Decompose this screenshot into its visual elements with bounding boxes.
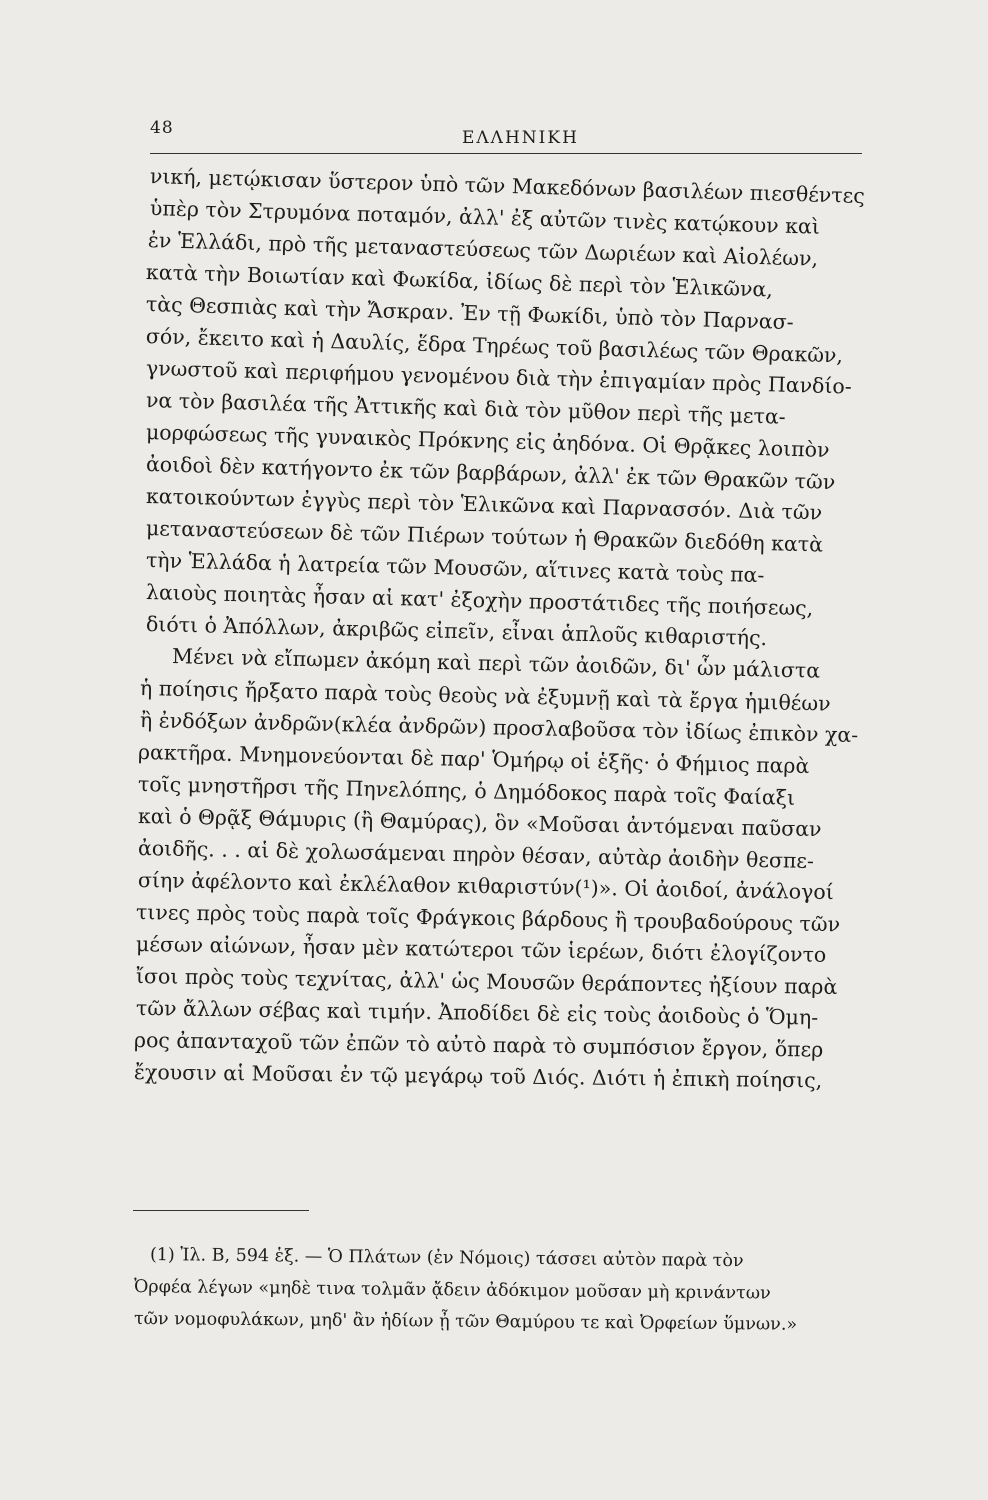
text-line: καὶ ὁ Θρᾷξ Θάμυρις (ἢ Θαμύρας), ὃν «Μοῦσαι ἀντόμεναι παῦσαν (137, 804, 822, 842)
text-line: ἡ ποίησις ἤρξατο παρὰ τοὺς θεοὺς νὰ ἐξυμνῇ καὶ τὰ ἔργα ἡμιθέων (139, 676, 831, 716)
text-line: κατοικούντων ἐγγὺς περὶ τὸν Ἑλικῶνα καὶ Παρνασσόν. Διὰ τῶν (145, 484, 823, 525)
text-line: τινες πρὸς τοὺς παρὰ τοῖς Φράγκοις βάρδους ἢ τρουβαδούρους τῶν (135, 900, 841, 937)
text-line: ἔχουσιν αἱ Μοῦσαι ἐν τῷ μεγάρῳ τοῦ Διός. Διότι ἡ ἐπικὴ ποίησις, (133, 1060, 823, 1093)
text-line: Μένει νὰ εἴπωμεν ἀκόμη καὶ περὶ τῶν ἀοιδῶν, δι' ὧν μάλιστα (171, 644, 821, 683)
text-line: μεταναστεύσεων δὲ τῶν Πιέρων τούτων ἡ Θρακῶν διεδόθη κατὰ (145, 516, 824, 557)
text-line: τὰς Θεσπιὰς καὶ τὴν Ἄσκραν. Ἐν τῇ Φωκίδι, ὑπὸ τὸν Παρνασ- (145, 292, 794, 335)
text-line: κατὰ τὴν Βοιωτίαν καὶ Φωκίδα, ἰδίως δὲ περὶ τὸν Ἑλικῶνα, (145, 260, 774, 302)
running-title: ΕΛΛΗΝΙΚΗ (462, 128, 579, 148)
footnote-line: Ὀρφέα λέγων «μηδὲ τινα τολμᾶν ᾄδειν ἀδόκιμον μοῦσαν μὴ κρινάντων (133, 1277, 771, 1304)
text-line: ἐν Ἑλλάδι, πρὸ τῆς μεταναστεύσεως τῶν Δωριέων καὶ Αἰολέων, (147, 228, 819, 271)
text-line: ἀοιδῆς. . . αἱ δὲ χολωσάμεναι πηρὸν θέσαν, αὐτὰρ ἀοιδὴν θεσπε- (137, 836, 815, 873)
text-line: λαιοὺς ποιητὰς ἦσαν αἱ κατ' ἐξοχὴν προστάτιδες τῆς ποιήσεως, (145, 580, 814, 621)
text-line: ρακτῆρα. Μνημονεύονται δὲ παρ' Ὁμήρῳ οἱ ἑξῆς· ὁ Φήμιος παρὰ (137, 740, 810, 779)
text-line: τῶν ἄλλων σέβας καὶ τιμήν. Ἀποδίδει δὲ εἰς τοὺς ἀοιδοὺς ὁ Ὅμη- (135, 996, 819, 1030)
text-line: μορφώσεως τῆς γυναικὸς Πρόκνης εἰς ἀηδόνα. Οἱ Θρᾷκες λοιπὸν (145, 420, 830, 462)
text-line: σόν, ἔκειτο καὶ ἡ Δαυλίς, ἕδρα Τηρέως τοῦ βασιλέως τῶν Θρακῶν, (145, 324, 844, 368)
text-line: σίην ἀφέλοντο καὶ ἐκλέλαθον κιθαριστύν(¹)». Οἱ ἀοιδοί, ἀνάλογοί (137, 868, 834, 905)
text-line: ὑπὲρ τὸν Στρυμόνα ποταμόν, ἀλλ' ἐξ αὐτῶν τινὲς κατῴκουν καὶ (149, 196, 821, 239)
text-line: να τὸν βασιλέα τῆς Ἀττικῆς καὶ διὰ τὸν μῦθον περὶ τῆς μετα- (145, 388, 786, 429)
footnote-rule (133, 1210, 309, 1211)
text-line: διότι ὁ Ἀπόλλων, ἀκριβῶς εἰπεῖν, εἶναι ἁπλοῦς κιθαριστής. (145, 612, 768, 651)
text-line: νική, μετῴκισαν ὕστερον ὑπὸ τῶν Μακεδόνων βασιλέων πιεσθέντες (149, 164, 866, 208)
footnote-line: (1) Ἰλ. Β, 594 ἑξ. — Ὁ Πλάτων (ἐν Νόμοις) τάσσει αὐτὸν παρὰ τὸν (149, 1245, 744, 1272)
text-line: γνωστοῦ καὶ περιφήμου γενομένου διὰ τὴν ἐπιγαμίαν πρὸς Πανδίο- (145, 356, 853, 399)
text-line: ἀοιδοὶ δὲν κατήγοντο ἐκ τῶν βαρβάρων, ἀλλ' ἐκ τῶν Θρακῶν τῶν (145, 452, 836, 495)
text-line: μέσων αἰώνων, ἦσαν μὲν κατώτεροι τῶν ἱερέων, διότι ἐλογίζοντο (135, 932, 827, 967)
footnote-line: τῶν νομοφυλάκων, μηδ' ἂν ἡδίων ᾖ τῶν Θαμύρου τε καὶ Ὀρφείων ὕμνων.» (133, 1309, 798, 1335)
text-line: τοῖς μνηστῆρσι τῆς Πηνελόπης, ὁ Δημόδοκος παρὰ τοῖς Φαίαξι (137, 772, 796, 810)
page-number: 48 (150, 118, 174, 138)
text-line: τὴν Ἑλλάδα ἡ λατρεία τῶν Μουσῶν, αἵτινες κατὰ τοὺς πα- (145, 548, 765, 588)
text-line: ἴσοι πρὸς τοὺς τεχνίτας, ἀλλ' ὡς Μουσῶν θεράποντες ἠξίουν παρὰ (135, 964, 838, 1000)
text-line: ρος ἀπανταχοῦ τῶν ἐπῶν τὸ αὐτὸ παρὰ τὸ συμπόσιον ἔργον, ὅπερ (133, 1028, 824, 1062)
text-line: ἢ ἐνδόξων ἀνδρῶν(κλέα ἀνδρῶν) προσλαβοῦσα τὸν ἰδίως ἐπικὸν χα- (139, 708, 859, 748)
